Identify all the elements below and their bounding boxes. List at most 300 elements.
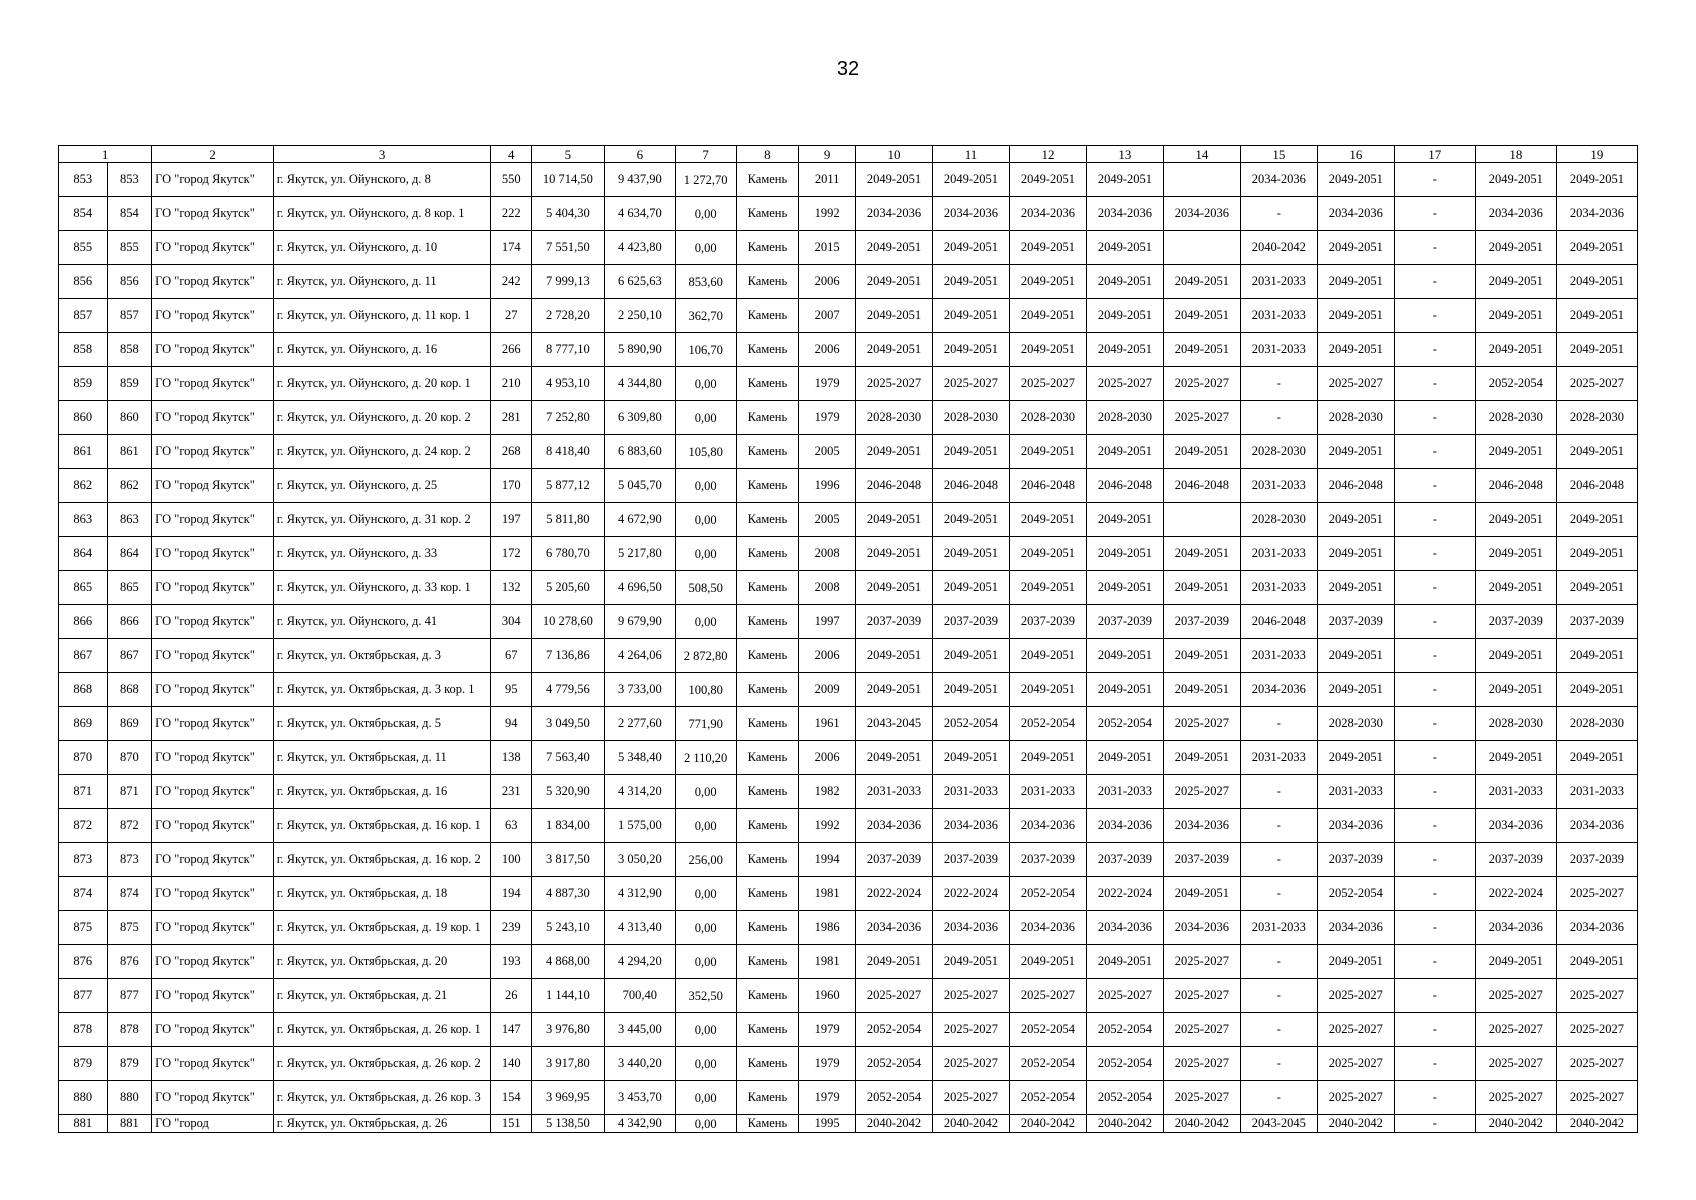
table-cell: ГО "город Якутск" [152, 809, 274, 843]
table-cell: 2049-2051 [1163, 299, 1240, 333]
table-cell: 2049-2051 [856, 333, 933, 367]
table-cell: 2025-2027 [1317, 1013, 1394, 1047]
table-cell: 2049-2051 [932, 673, 1009, 707]
table-cell: 871 [59, 775, 108, 809]
table-cell: Камень [736, 401, 799, 435]
table-cell: 2049-2051 [1475, 741, 1556, 775]
table-cell: 2034-2036 [1240, 673, 1317, 707]
table-cell: 197 [491, 503, 532, 537]
table-cell: 2031-2033 [1240, 299, 1317, 333]
table-cell: 2031-2033 [1240, 265, 1317, 299]
table-cell: 700,40 [604, 979, 675, 1013]
table-cell: 2025-2027 [1163, 775, 1240, 809]
table-cell: 8 418,40 [531, 435, 604, 469]
table-cell: 6 780,70 [531, 537, 604, 571]
table-cell: 867 [59, 639, 108, 673]
table-cell: 231 [491, 775, 532, 809]
table-row [59, 1047, 1638, 1081]
table-cell: 4 313,40 [604, 911, 675, 945]
table-cell: 2034-2036 [1009, 197, 1086, 231]
table-cell: 2034-2036 [932, 809, 1009, 843]
table-cell: 239 [491, 911, 532, 945]
table-cell: - [1394, 639, 1475, 673]
table-cell: 2040-2042 [1163, 1115, 1240, 1133]
table-cell: 2022-2024 [856, 877, 933, 911]
table-cell: 2025-2027 [1475, 1047, 1556, 1081]
table-cell: - [1240, 775, 1317, 809]
table-cell: 869 [59, 707, 108, 741]
table-cell: г. Якутск, ул. Ойунского, д. 11 [273, 265, 491, 299]
table-cell: 2049-2051 [1475, 299, 1556, 333]
table-cell: 2049-2051 [1475, 435, 1556, 469]
table-cell: 853,60 [675, 265, 736, 299]
table-cell: Камень [736, 333, 799, 367]
table-cell: Камень [736, 231, 799, 265]
table-cell: 2049-2051 [1009, 265, 1086, 299]
table-cell: 1986 [799, 911, 856, 945]
table-cell: 1961 [799, 707, 856, 741]
table-cell: 2049-2051 [1086, 503, 1163, 537]
table-cell: ГО "город Якутск" [152, 639, 274, 673]
table-cell: 2049-2051 [1317, 163, 1394, 197]
table-cell: 859 [59, 367, 108, 401]
table-cell: 2049-2051 [1556, 537, 1637, 571]
table-cell: 95 [491, 673, 532, 707]
table-row [59, 809, 1638, 843]
table-cell: 2011 [799, 163, 856, 197]
table-cell: г. Якутск, ул. Октябрьская, д. 5 [273, 707, 491, 741]
table-cell: 5 217,80 [604, 537, 675, 571]
table-cell: 2005 [799, 503, 856, 537]
table-cell: - [1394, 231, 1475, 265]
table-cell: г. Якутск, ул. Ойунского, д. 11 кор. 1 [273, 299, 491, 333]
table-cell: Камень [736, 877, 799, 911]
table-cell: 3 050,20 [604, 843, 675, 877]
table-cell: - [1394, 435, 1475, 469]
table-cell: г. Якутск, ул. Октябрьская, д. 16 кор. 1 [273, 809, 491, 843]
table-cell: 2049-2051 [1475, 537, 1556, 571]
table-cell: г. Якутск, ул. Октябрьская, д. 11 [273, 741, 491, 775]
table-cell: 2049-2051 [932, 265, 1009, 299]
table-cell: - [1394, 469, 1475, 503]
table-cell: 6 625,63 [604, 265, 675, 299]
table-cell: 2049-2051 [1475, 231, 1556, 265]
table-cell: 2034-2036 [1556, 809, 1637, 843]
table-cell: 2040-2042 [932, 1115, 1009, 1133]
table-cell: 2049-2051 [1317, 673, 1394, 707]
table-cell: 222 [491, 197, 532, 231]
table-cell: ГО "город Якутск" [152, 1047, 274, 1081]
table-cell: ГО "город Якутск" [152, 707, 274, 741]
table-cell: 0,00 [675, 1081, 736, 1115]
table-cell: 3 049,50 [531, 707, 604, 741]
table-cell: Камень [736, 741, 799, 775]
table-cell: 5 320,90 [531, 775, 604, 809]
table-cell: 550 [491, 163, 532, 197]
table-cell: 2031-2033 [1475, 775, 1556, 809]
table-cell: г. Якутск, ул. Октябрьская, д. 16 кор. 2 [273, 843, 491, 877]
table-cell: 2034-2036 [1086, 197, 1163, 231]
table-cell: 4 314,20 [604, 775, 675, 809]
column-header: 5 [531, 146, 604, 163]
table-cell: ГО "город Якутск" [152, 163, 274, 197]
table-cell: 7 563,40 [531, 741, 604, 775]
table-cell: г. Якутск, ул. Ойунского, д. 10 [273, 231, 491, 265]
table-cell: 2037-2039 [1317, 605, 1394, 639]
table-cell: 2025-2027 [856, 979, 933, 1013]
table-cell: - [1394, 537, 1475, 571]
table-cell: Камень [736, 469, 799, 503]
table-cell: 858 [107, 333, 152, 367]
column-header: 1 [59, 146, 152, 163]
table-cell: ГО "город [152, 1115, 274, 1133]
table-cell: 2049-2051 [1009, 741, 1086, 775]
table-cell: ГО "город Якутск" [152, 401, 274, 435]
table-cell: ГО "город Якутск" [152, 265, 274, 299]
table-row [59, 945, 1638, 979]
table-cell: 2049-2051 [1163, 741, 1240, 775]
table-cell: 2046-2048 [1556, 469, 1637, 503]
table-cell: - [1240, 401, 1317, 435]
table-cell: 2046-2048 [1317, 469, 1394, 503]
table-cell: 210 [491, 367, 532, 401]
table-cell: - [1240, 197, 1317, 231]
table-cell: 2049-2051 [1086, 333, 1163, 367]
table-cell: 266 [491, 333, 532, 367]
table-cell: - [1394, 265, 1475, 299]
table-cell: 0,00 [675, 1013, 736, 1047]
table-cell: 256,00 [675, 843, 736, 877]
table-cell: 7 999,13 [531, 265, 604, 299]
table-cell: 853 [59, 163, 108, 197]
table-cell: 879 [59, 1047, 108, 1081]
table-cell: 1992 [799, 197, 856, 231]
table-cell: 2049-2051 [1009, 945, 1086, 979]
table-cell: 2006 [799, 333, 856, 367]
table-cell: 3 969,95 [531, 1081, 604, 1115]
table-cell: 4 696,50 [604, 571, 675, 605]
table-cell: 67 [491, 639, 532, 673]
table-cell: 880 [107, 1081, 152, 1115]
table-cell: 2031-2033 [1556, 775, 1637, 809]
column-header: 10 [856, 146, 933, 163]
table-cell: 5 138,50 [531, 1115, 604, 1133]
table-cell: 0,00 [675, 537, 736, 571]
table-cell: - [1240, 707, 1317, 741]
table-cell: 2049-2051 [1086, 537, 1163, 571]
table-cell: 2049-2051 [1556, 163, 1637, 197]
table-cell: 2037-2039 [1009, 843, 1086, 877]
table-cell: 2049-2051 [1163, 435, 1240, 469]
table-cell: 4 344,80 [604, 367, 675, 401]
table-cell: 2040-2042 [856, 1115, 933, 1133]
table-row [59, 333, 1638, 367]
table-cell: Камень [736, 945, 799, 979]
table-cell: 1997 [799, 605, 856, 639]
table-cell: 2034-2036 [1317, 197, 1394, 231]
table-cell: 2040-2042 [1475, 1115, 1556, 1133]
table-cell: - [1394, 401, 1475, 435]
table-row [59, 707, 1638, 741]
table-cell: 2025-2027 [1086, 367, 1163, 401]
table-cell: ГО "город Якутск" [152, 1081, 274, 1115]
table-cell: 2052-2054 [1086, 1081, 1163, 1115]
table-cell: 2025-2027 [1475, 1081, 1556, 1115]
table-cell: 858 [59, 333, 108, 367]
table-cell: 2052-2054 [856, 1013, 933, 1047]
table-row [59, 775, 1638, 809]
table-cell: 4 887,30 [531, 877, 604, 911]
table-cell: 5 890,90 [604, 333, 675, 367]
table-cell: - [1394, 945, 1475, 979]
table-cell: 5 877,12 [531, 469, 604, 503]
table-cell: 2006 [799, 265, 856, 299]
table-cell: 2022-2024 [932, 877, 1009, 911]
table-cell: 2046-2048 [1475, 469, 1556, 503]
table-cell: 870 [59, 741, 108, 775]
table-cell: Камень [736, 843, 799, 877]
table-cell: - [1394, 673, 1475, 707]
table-cell: 2037-2039 [1086, 605, 1163, 639]
table-cell: ГО "город Якутск" [152, 503, 274, 537]
table-cell: 875 [107, 911, 152, 945]
table-cell: 2049-2051 [1556, 299, 1637, 333]
table-cell: 2049-2051 [1317, 265, 1394, 299]
table-cell: 154 [491, 1081, 532, 1115]
table-cell: 4 634,70 [604, 197, 675, 231]
table-cell: Камень [736, 911, 799, 945]
table-cell: Камень [736, 639, 799, 673]
table-cell: 2 110,20 [675, 741, 736, 775]
table-cell: 854 [59, 197, 108, 231]
table-cell: ГО "город Якутск" [152, 1013, 274, 1047]
table-cell: 2049-2051 [1475, 163, 1556, 197]
table-cell: 2037-2039 [1009, 605, 1086, 639]
table-cell: 2031-2033 [1240, 333, 1317, 367]
table-cell: 2025-2027 [1163, 945, 1240, 979]
table-cell: - [1394, 843, 1475, 877]
table-cell: 2009 [799, 673, 856, 707]
table-cell: 2052-2054 [856, 1081, 933, 1115]
table-cell: 2028-2030 [1317, 707, 1394, 741]
table-cell: 2025-2027 [1163, 367, 1240, 401]
table-cell: 2034-2036 [856, 197, 933, 231]
table-cell: г. Якутск, ул. Ойунского, д. 8 кор. 1 [273, 197, 491, 231]
table-cell: Камень [736, 197, 799, 231]
table-cell: 2049-2051 [1086, 435, 1163, 469]
table-cell: 304 [491, 605, 532, 639]
table-cell: 2025-2027 [1317, 367, 1394, 401]
table-cell: 1996 [799, 469, 856, 503]
table-cell: 2049-2051 [1475, 333, 1556, 367]
table-cell: 879 [107, 1047, 152, 1081]
table-row [59, 877, 1638, 911]
table-cell: Камень [736, 979, 799, 1013]
table-cell: Камень [736, 299, 799, 333]
table-cell: 2049-2051 [1475, 503, 1556, 537]
table-cell: - [1394, 503, 1475, 537]
table-cell: 2037-2039 [1556, 843, 1637, 877]
table-cell: 2049-2051 [1475, 945, 1556, 979]
table-cell: 2031-2033 [1240, 911, 1317, 945]
table-cell: 2049-2051 [1556, 231, 1637, 265]
table-cell: 864 [107, 537, 152, 571]
table-cell: 2025-2027 [1009, 367, 1086, 401]
table-cell: 0,00 [675, 809, 736, 843]
table-cell: г. Якутск, ул. Ойунского, д. 20 кор. 1 [273, 367, 491, 401]
column-header: 19 [1556, 146, 1637, 163]
table-cell: 1994 [799, 843, 856, 877]
table-row [59, 503, 1638, 537]
table-cell: г. Якутск, ул. Октябрьская, д. 26 кор. 3 [273, 1081, 491, 1115]
table-cell: 3 817,50 [531, 843, 604, 877]
table-cell: 2049-2051 [932, 163, 1009, 197]
table-cell: 2049-2051 [1009, 333, 1086, 367]
table-cell: 9 679,90 [604, 605, 675, 639]
table-cell: 2034-2036 [1556, 911, 1637, 945]
table-cell: 2052-2054 [1086, 1013, 1163, 1047]
table-cell: 2049-2051 [1556, 571, 1637, 605]
table-cell: 2025-2027 [1556, 979, 1637, 1013]
table-cell: 2052-2054 [1009, 1013, 1086, 1047]
table-cell: 2037-2039 [1163, 605, 1240, 639]
table-cell: - [1240, 979, 1317, 1013]
table-cell: - [1394, 367, 1475, 401]
table-cell: 151 [491, 1115, 532, 1133]
table-cell: 2049-2051 [856, 299, 933, 333]
table-cell: ГО "город Якутск" [152, 741, 274, 775]
table-cell: 2049-2051 [1163, 877, 1240, 911]
table-cell: 2 250,10 [604, 299, 675, 333]
column-header: 14 [1163, 146, 1240, 163]
table-cell: Камень [736, 809, 799, 843]
table-cell: ГО "город Якутск" [152, 537, 274, 571]
table-cell: 2049-2051 [1475, 265, 1556, 299]
table-cell: 2006 [799, 741, 856, 775]
table-cell: 2049-2051 [932, 571, 1009, 605]
table-cell: 4 779,56 [531, 673, 604, 707]
table-cell: 0,00 [675, 775, 736, 809]
table-cell: 2049-2051 [1009, 537, 1086, 571]
table-cell: 2025-2027 [1317, 1047, 1394, 1081]
table-cell: Камень [736, 435, 799, 469]
table-cell: 2052-2054 [856, 1047, 933, 1081]
table-cell: 2049-2051 [1556, 435, 1637, 469]
table-cell: 2025-2027 [932, 1081, 1009, 1115]
table-cell: 2049-2051 [1009, 231, 1086, 265]
table-cell: 2049-2051 [1009, 639, 1086, 673]
table-cell: 876 [59, 945, 108, 979]
table-cell: 2005 [799, 435, 856, 469]
table-cell: 0,00 [675, 877, 736, 911]
table-cell: 3 445,00 [604, 1013, 675, 1047]
table-cell: - [1240, 809, 1317, 843]
table-cell: 2049-2051 [932, 231, 1009, 265]
table-row [59, 1013, 1638, 1047]
table-cell: 2025-2027 [1163, 401, 1240, 435]
table-cell: 2006 [799, 639, 856, 673]
table-cell: 2028-2030 [1086, 401, 1163, 435]
table-cell: ГО "город Якутск" [152, 469, 274, 503]
table-cell: - [1394, 1081, 1475, 1115]
table-cell: - [1394, 197, 1475, 231]
table-cell: 2049-2051 [1556, 503, 1637, 537]
table-cell: 4 312,90 [604, 877, 675, 911]
table-cell: г. Якутск, ул. Октябрьская, д. 16 [273, 775, 491, 809]
table-cell: г. Якутск, ул. Ойунского, д. 25 [273, 469, 491, 503]
table-cell: 863 [59, 503, 108, 537]
table-cell: 2034-2036 [1009, 911, 1086, 945]
table-cell: г. Якутск, ул. Октябрьская, д. 26 кор. 1 [273, 1013, 491, 1047]
table-cell: 1992 [799, 809, 856, 843]
table-cell: г. Якутск, ул. Ойунского, д. 8 [273, 163, 491, 197]
table-cell: 859 [107, 367, 152, 401]
table-cell: 2049-2051 [1009, 163, 1086, 197]
table-cell: Камень [736, 707, 799, 741]
table-cell: 281 [491, 401, 532, 435]
table-row [59, 1081, 1638, 1115]
table-cell: 2025-2027 [1163, 707, 1240, 741]
registry-table [58, 145, 1638, 1133]
table-cell: 0,00 [675, 605, 736, 639]
table-cell: 2025-2027 [1317, 1081, 1394, 1115]
table-cell: 2034-2036 [1475, 809, 1556, 843]
table-cell: - [1394, 877, 1475, 911]
table-cell: 2040-2042 [1317, 1115, 1394, 1133]
table-row [59, 537, 1638, 571]
table-cell: 2025-2027 [1163, 1013, 1240, 1047]
table-cell: 2040-2042 [1556, 1115, 1637, 1133]
table-cell: 2031-2033 [1317, 775, 1394, 809]
table-cell: 140 [491, 1047, 532, 1081]
table-cell: - [1240, 843, 1317, 877]
table-cell: 2049-2051 [856, 571, 933, 605]
table-cell: 2007 [799, 299, 856, 333]
table-cell: 2040-2042 [1240, 231, 1317, 265]
column-header: 2 [152, 146, 274, 163]
table-cell: 5 205,60 [531, 571, 604, 605]
table-cell: 1979 [799, 367, 856, 401]
table-cell: 2 277,60 [604, 707, 675, 741]
table-cell: 869 [107, 707, 152, 741]
table-cell: 771,90 [675, 707, 736, 741]
table-cell: 362,70 [675, 299, 736, 333]
table-cell: - [1394, 707, 1475, 741]
table-row [59, 979, 1638, 1013]
table-cell: 2049-2051 [1009, 571, 1086, 605]
table-cell: 2034-2036 [1475, 197, 1556, 231]
table-cell: 861 [107, 435, 152, 469]
column-header: 15 [1240, 146, 1317, 163]
table-cell: г. Якутск, ул. Октябрьская, д. 21 [273, 979, 491, 1013]
table-cell: 2052-2054 [1009, 1081, 1086, 1115]
table-row [59, 741, 1638, 775]
table-cell: 2015 [799, 231, 856, 265]
table-cell: 5 404,30 [531, 197, 604, 231]
table-cell: 2008 [799, 571, 856, 605]
table-cell: ГО "город Якутск" [152, 333, 274, 367]
column-header: 8 [736, 146, 799, 163]
table-cell: - [1240, 877, 1317, 911]
table-cell: 2025-2027 [1556, 877, 1637, 911]
table-cell: 2052-2054 [1317, 877, 1394, 911]
table-cell: 0,00 [675, 401, 736, 435]
table-cell: г. Якутск, ул. Октябрьская, д. 26 [273, 1115, 491, 1133]
table-cell: 2049-2051 [1163, 639, 1240, 673]
table-cell: 2028-2030 [1317, 401, 1394, 435]
table-cell: 2043-2045 [856, 707, 933, 741]
table-cell: - [1394, 163, 1475, 197]
